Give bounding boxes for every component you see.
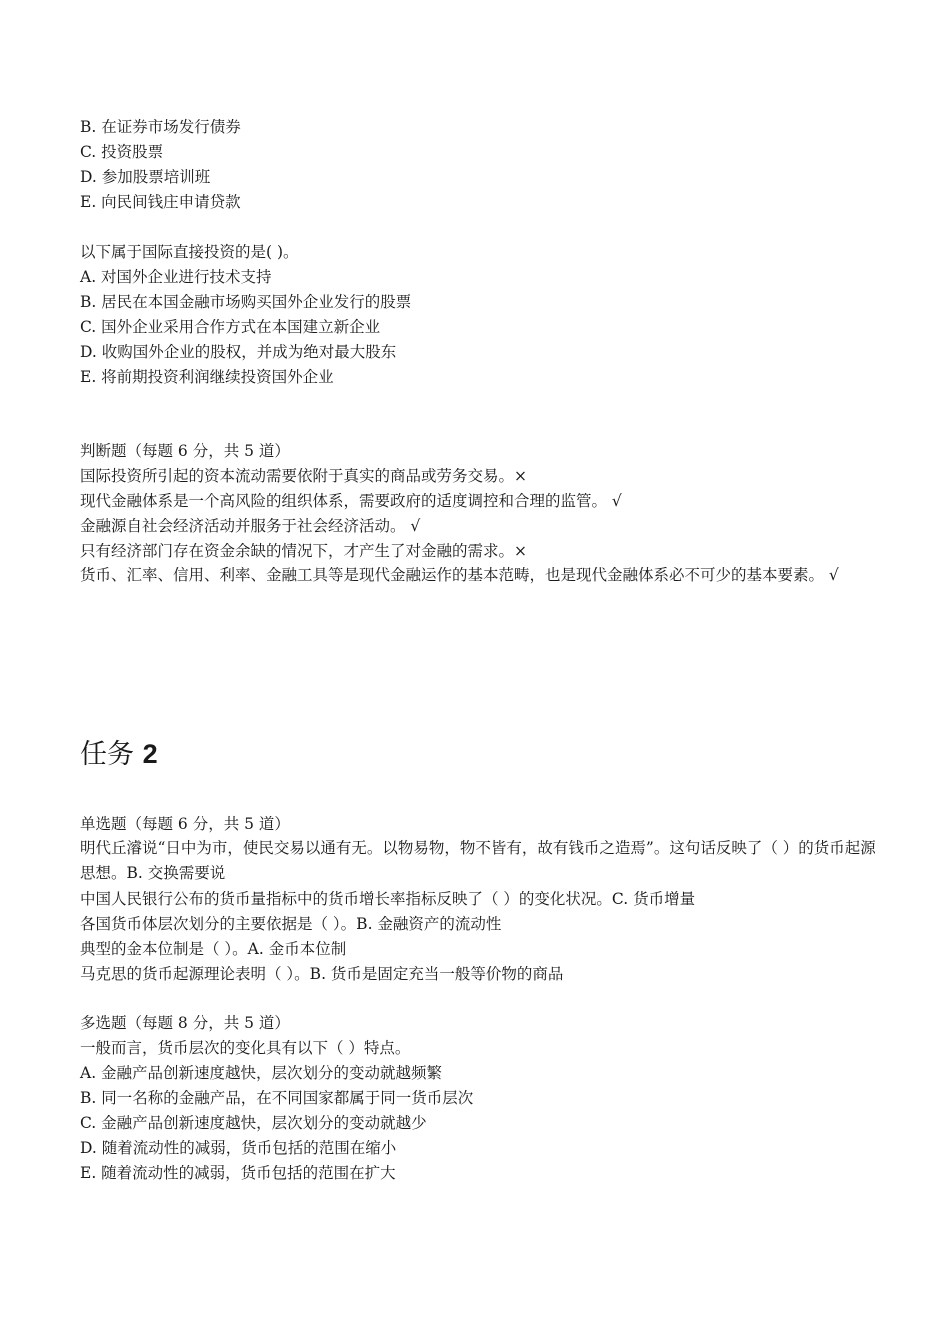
option-a: A. 金融产品创新速度越快，层次划分的变动就越频繁	[80, 1064, 443, 1082]
option-e: E. 随着流动性的减弱，货币包括的范围在扩大	[80, 1164, 396, 1182]
option-a: A. 对国外企业进行技术支持	[80, 268, 272, 286]
task-heading-title: 任务	[80, 739, 134, 770]
single-item: 中国人民银行公布的货币量指标中的货币增长率指标反映了（ ）的变化状况。C. 货币增量	[80, 890, 696, 908]
question-stem: 以下属于国际直接投资的是( )。	[80, 243, 299, 261]
option-b: B. 居民在本国金融市场购买国外企业发行的股票	[80, 293, 412, 311]
single-item: 马克思的货币起源理论表明（ ）。B. 货币是固定充当一般等价物的商品	[80, 965, 564, 983]
option-e: E. 向民间钱庄申请贷款	[80, 193, 241, 211]
single-item: 典型的金本位制是（ ）。A. 金币本位制	[80, 940, 347, 958]
option-b: B. 同一名称的金融产品，在不同国家都属于同一货币层次	[80, 1089, 474, 1107]
single-item: 明代丘濬说“日中为市，使民交易以通有无。以物易物，物不皆有，故有钱币之造焉”。这句话反映了（ ）的货币起源思想。B. 交换需要说	[80, 839, 876, 882]
judge-item: 现代金融体系是一个高风险的组织体系，需要政府的适度调控和合理的监管。 √	[80, 492, 622, 510]
judge-item: 金融源自社会经济活动并服务于社会经济活动。 √	[80, 517, 421, 535]
judge-section-header: 判断题（每题 6 分，共 5 道）	[80, 442, 290, 460]
option-d: D. 参加股票培训班	[80, 168, 211, 186]
option-c: C. 投资股票	[80, 143, 164, 161]
single-item: 各国货币体层次划分的主要依据是（ ）。B. 金融资产的流动性	[80, 915, 502, 933]
judge-item: 国际投资所引起的资本流动需要依附于真实的商品或劳务交易。×	[80, 467, 527, 485]
option-d: D. 收购国外企业的股权，并成为绝对最大股东	[80, 343, 397, 361]
task-heading-number: 2	[142, 739, 158, 769]
question-stem: 一般而言，货币层次的变化具有以下（ ）特点。	[80, 1039, 411, 1057]
task-heading	[80, 737, 158, 772]
multi-section-header: 多选题（每题 8 分，共 5 道）	[80, 1014, 290, 1032]
option-d: D. 随着流动性的减弱，货币包括的范围在缩小	[80, 1139, 397, 1157]
option-b: B. 在证券市场发行债券	[80, 118, 241, 136]
single-section-header: 单选题（每题 6 分，共 5 道）	[80, 815, 290, 833]
judge-item: 只有经济部门存在资金余缺的情况下，才产生了对金融的需求。×	[80, 542, 527, 560]
option-c: C. 国外企业采用合作方式在本国建立新企业	[80, 318, 381, 336]
option-c: C. 金融产品创新速度越快，层次划分的变动就越少	[80, 1114, 427, 1132]
option-e: E. 将前期投资利润继续投资国外企业	[80, 368, 334, 386]
judge-item: 货币、汇率、信用、利率、金融工具等是现代金融运作的基本范畴，也是现代金融体系必不可少的基本要素。 √	[80, 566, 839, 584]
